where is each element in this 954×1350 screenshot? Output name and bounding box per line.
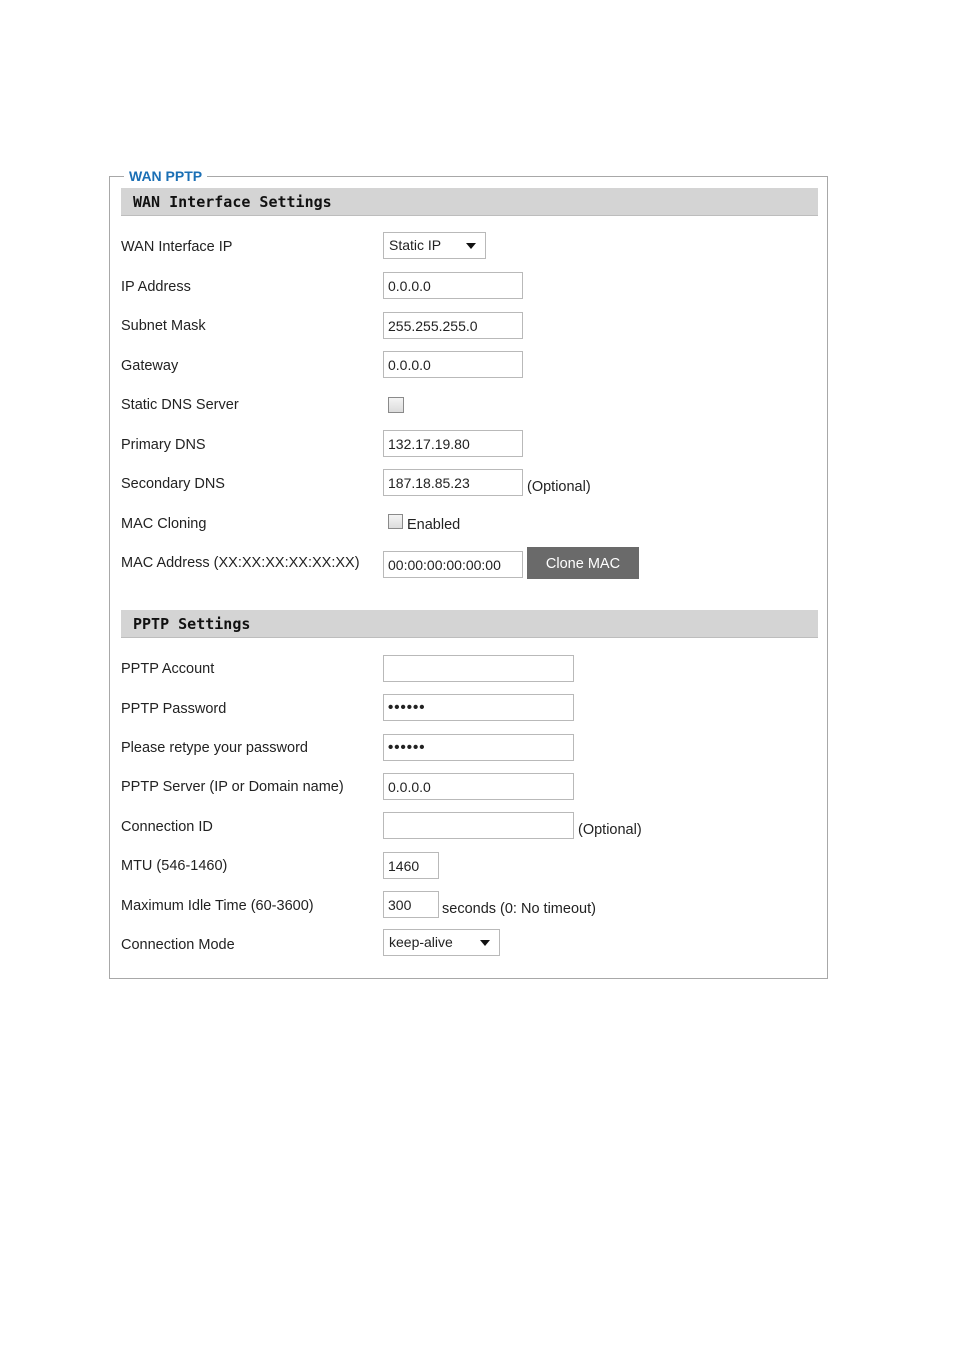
gateway-label: Gateway	[121, 358, 179, 374]
gateway-input[interactable]	[383, 351, 523, 378]
chevron-down-icon	[480, 940, 490, 946]
mac-cloning-label: MAC Cloning	[121, 516, 207, 532]
ip-address-input[interactable]	[383, 272, 523, 299]
idle-time-input[interactable]	[383, 891, 439, 918]
idle-time-note: seconds (0: No timeout)	[442, 901, 596, 917]
mac-cloning-checkbox[interactable]	[388, 514, 403, 529]
clone-mac-button[interactable]: Clone MAC	[527, 547, 639, 579]
connection-mode-label: Connection Mode	[121, 937, 235, 953]
idle-time-label: Maximum Idle Time (60-3600)	[121, 898, 314, 914]
wan-interface-ip-label: WAN Interface IP	[121, 239, 233, 255]
pptp-settings-header: PPTP Settings	[121, 610, 818, 638]
pptp-server-label: PPTP Server (IP or Domain name)	[121, 779, 344, 795]
primary-dns-input[interactable]	[383, 430, 523, 457]
pptp-password-input[interactable]	[383, 694, 574, 721]
connection-id-optional-note: (Optional)	[578, 822, 642, 838]
wan-settings-header: WAN Interface Settings	[121, 188, 818, 216]
secondary-dns-label: Secondary DNS	[121, 476, 225, 492]
connection-id-input[interactable]	[383, 812, 574, 839]
connection-mode-select[interactable]	[383, 929, 500, 956]
secondary-dns-input[interactable]	[383, 469, 523, 496]
connection-mode-value: keep-alive	[389, 934, 453, 950]
chevron-down-icon	[466, 243, 476, 249]
primary-dns-label: Primary DNS	[121, 437, 206, 453]
static-dns-label: Static DNS Server	[121, 397, 239, 413]
wan-interface-ip-value: Static IP	[389, 237, 442, 253]
pptp-account-input[interactable]	[383, 655, 574, 682]
fieldset-legend: WAN PPTP	[124, 168, 207, 184]
static-dns-checkbox[interactable]	[388, 397, 404, 413]
mac-address-input[interactable]	[383, 551, 523, 578]
mtu-label: MTU (546-1460)	[121, 858, 228, 874]
connection-id-label: Connection ID	[121, 819, 213, 835]
mac-address-label: MAC Address (XX:XX:XX:XX:XX:XX)	[121, 555, 360, 571]
wan-interface-ip-select[interactable]	[383, 232, 486, 259]
mtu-input[interactable]	[383, 852, 439, 879]
retype-password-input[interactable]	[383, 734, 574, 761]
ip-address-label: IP Address	[121, 279, 191, 295]
pptp-password-label: PPTP Password	[121, 701, 227, 717]
mac-cloning-enabled-label: Enabled	[407, 517, 461, 533]
subnet-mask-label: Subnet Mask	[121, 318, 206, 334]
pptp-server-input[interactable]	[383, 773, 574, 800]
retype-password-label: Please retype your password	[121, 740, 308, 756]
secondary-dns-optional-note: (Optional)	[527, 479, 591, 495]
subnet-mask-input[interactable]	[383, 312, 523, 339]
pptp-account-label: PPTP Account	[121, 661, 215, 677]
